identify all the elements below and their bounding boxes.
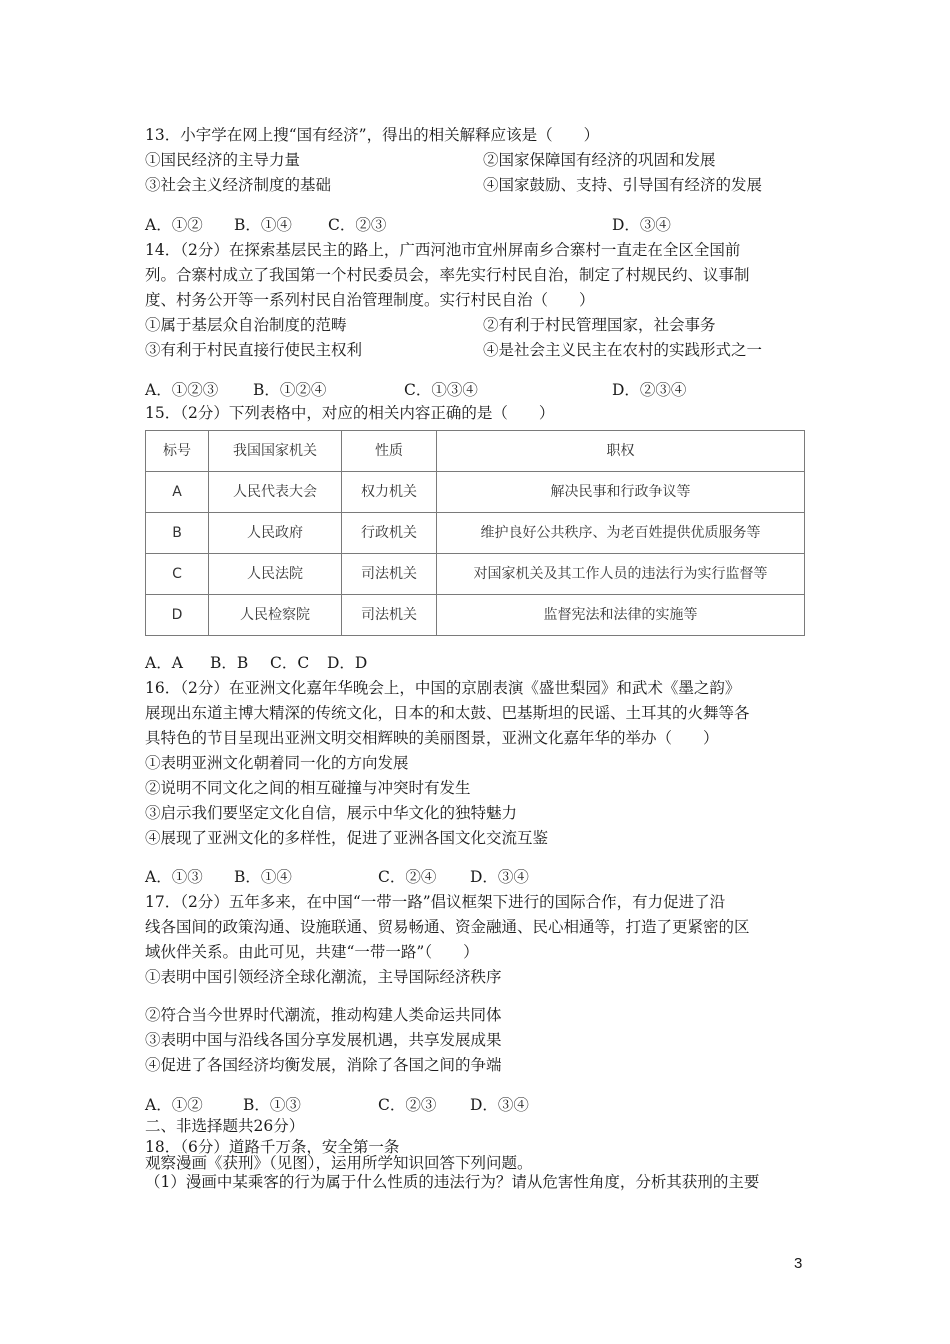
q14-statement-4: ④是社会主义民主在农村的实践形式之一 (483, 341, 763, 359)
table-row (146, 554, 805, 595)
q18-line-3: （1）漫画中某乘客的行为属于什么性质的违法行为？请从危害性角度，分析其获刑的主要 (145, 1173, 760, 1191)
q18-line-2: 观察漫画《获刑》（见图），运用所学知识回答下列问题。 (145, 1154, 533, 1172)
q13-stem: 13．小宇学在网上搜“国有经济”，得出的相关解释应该是（ ） (145, 126, 600, 144)
q14-option-b: B．①②④ (253, 381, 327, 399)
q17-option-c: C．②③ (378, 1096, 437, 1114)
table-cell: 监督宪法和法律的实施等 (437, 595, 805, 636)
section-2-heading: 二、非选择题共26分） (145, 1117, 305, 1135)
table-cell: 司法机关 (342, 595, 437, 636)
q17-option-b: B．①③ (243, 1096, 301, 1114)
q18-line-1: 18．（6分）道路千万条，安全第一条 (145, 1138, 400, 1156)
q15-option-c: C．C (270, 654, 310, 672)
q14-option-a: A．①②③ (145, 381, 219, 399)
table-cell: 权力机关 (342, 472, 437, 513)
q13-statement-1: ①国民经济的主导力量 (145, 151, 301, 169)
q17-statement-3: ③表明中国与沿线各国分享发展机遇，共享发展成果 (145, 1031, 502, 1049)
table-header-row (146, 431, 805, 472)
table-cell: 解决民事和行政争议等 (437, 472, 805, 513)
q13-option-b: B．①④ (234, 216, 292, 234)
q17-option-d: D．③④ (470, 1096, 529, 1114)
q14-option-d: D．②③④ (612, 381, 687, 399)
table-cell: 司法机关 (342, 554, 437, 595)
q16-option-c: C．②④ (378, 868, 437, 886)
q13-statement-4: ④国家鼓励、支持、引导国有经济的发展 (483, 176, 763, 194)
q14-stem-line-2: 列。合寨村成立了我国第一个村民委员会，率先实行村民自治，制定了村规民约、议事制 (145, 266, 750, 284)
q16-option-b: B．①④ (234, 868, 292, 886)
table-row (146, 472, 805, 513)
q15-option-a: A．A (145, 654, 183, 672)
q16-statement-2: ②说明不同文化之间的相互碰撞与冲突时有发生 (145, 779, 471, 797)
table-header-cell: 我国国家机关 (209, 431, 342, 472)
table-cell: 人民法院 (209, 554, 342, 595)
page-number: 3 (794, 1255, 803, 1272)
q17-statement-2: ②符合当今世界时代潮流，推动构建人类命运共同体 (145, 1006, 502, 1024)
table-row (146, 595, 805, 636)
q15-option-d: D．D (327, 654, 368, 672)
q16-statement-1: ①表明亚洲文化朝着同一化的方向发展 (145, 754, 409, 772)
table-row (146, 513, 805, 554)
q16-stem-line-1: 16．（2分）在亚洲文化嘉年华晚会上，中国的京剧表演《盛世梨园》和武术《墨之韵》 (145, 679, 741, 697)
q13-option-a: A．①② (145, 216, 203, 234)
table-cell: 人民政府 (209, 513, 342, 554)
table-cell: 对国家机关及其工作人员的违法行为实行监督等 (437, 554, 805, 595)
q17-stem-line-1: 17．（2分）五年多来，在中国“一带一路”倡议框架下进行的国际合作，有力促进了沿 (145, 893, 726, 911)
q17-stem-line-2: 线各国间的政策沟通、设施联通、贸易畅通、资金融通、民心相通等，打造了更紧密的区 (145, 918, 750, 936)
q17-stem-line-3: 域伙伴关系。由此可见，共建“一带一路”（ ） (145, 943, 479, 961)
q16-statement-4: ④展现了亚洲文化的多样性，促进了亚洲各国文化交流互鉴 (145, 829, 549, 847)
q16-stem-line-2: 展现出东道主博大精深的传统文化，日本的和太鼓、巴基斯坦的民谣、土耳其的火舞等各 (145, 704, 750, 722)
q14-stem-line-1: 14．（2分）在探索基层民主的路上，广西河池市宜州屏南乡合寨村一直走在全区全国前 (145, 241, 741, 259)
table-cell: C (146, 554, 209, 595)
table-cell: 维护良好公共秩序、为老百姓提供优质服务等 (437, 513, 805, 554)
q13-statement-3: ③社会主义经济制度的基础 (145, 176, 332, 194)
table-cell: D (146, 595, 209, 636)
table-cell: 人民代表大会 (209, 472, 342, 513)
q16-option-d: D．③④ (470, 868, 529, 886)
q14-stem-line-3: 度、村务公开等一系列村民自治管理制度。实行村民自治（ ） (145, 291, 595, 309)
q15-table (145, 430, 805, 636)
table-cell: 人民检察院 (209, 595, 342, 636)
q15-stem: 15．（2分）下列表格中，对应的相关内容正确的是（ ） (145, 404, 555, 422)
table-header-cell: 标号 (146, 431, 209, 472)
table-cell: 行政机关 (342, 513, 437, 554)
table-header-cell: 职权 (437, 431, 805, 472)
q14-statement-1: ①属于基层众自治制度的范畴 (145, 316, 347, 334)
q13-option-c: C．②③ (328, 216, 387, 234)
table-cell: B (146, 513, 209, 554)
q17-statement-4: ④促进了各国经济均衡发展，消除了各国之间的争端 (145, 1056, 502, 1074)
q15-option-b: B．B (210, 654, 249, 672)
q17-statement-1: ①表明中国引领经济全球化潮流，主导国际经济秩序 (145, 968, 502, 986)
q14-statement-2: ②有利于村民管理国家，社会事务 (483, 316, 716, 334)
q16-option-a: A．①③ (145, 868, 203, 886)
q14-statement-3: ③有利于村民直接行使民主权利 (145, 341, 363, 359)
table-header-cell: 性质 (342, 431, 437, 472)
q14-option-c: C．①③④ (404, 381, 478, 399)
q16-stem-line-3: 具特色的节目呈现出亚洲文明交相辉映的美丽图景，亚洲文化嘉年华的举办（ ） (145, 729, 719, 747)
q16-statement-3: ③启示我们要坚定文化自信，展示中华文化的独特魅力 (145, 804, 518, 822)
table-cell: A (146, 472, 209, 513)
q13-option-d: D．③④ (612, 216, 671, 234)
q13-statement-2: ②国家保障国有经济的巩固和发展 (483, 151, 716, 169)
q17-option-a: A．①② (145, 1096, 203, 1114)
